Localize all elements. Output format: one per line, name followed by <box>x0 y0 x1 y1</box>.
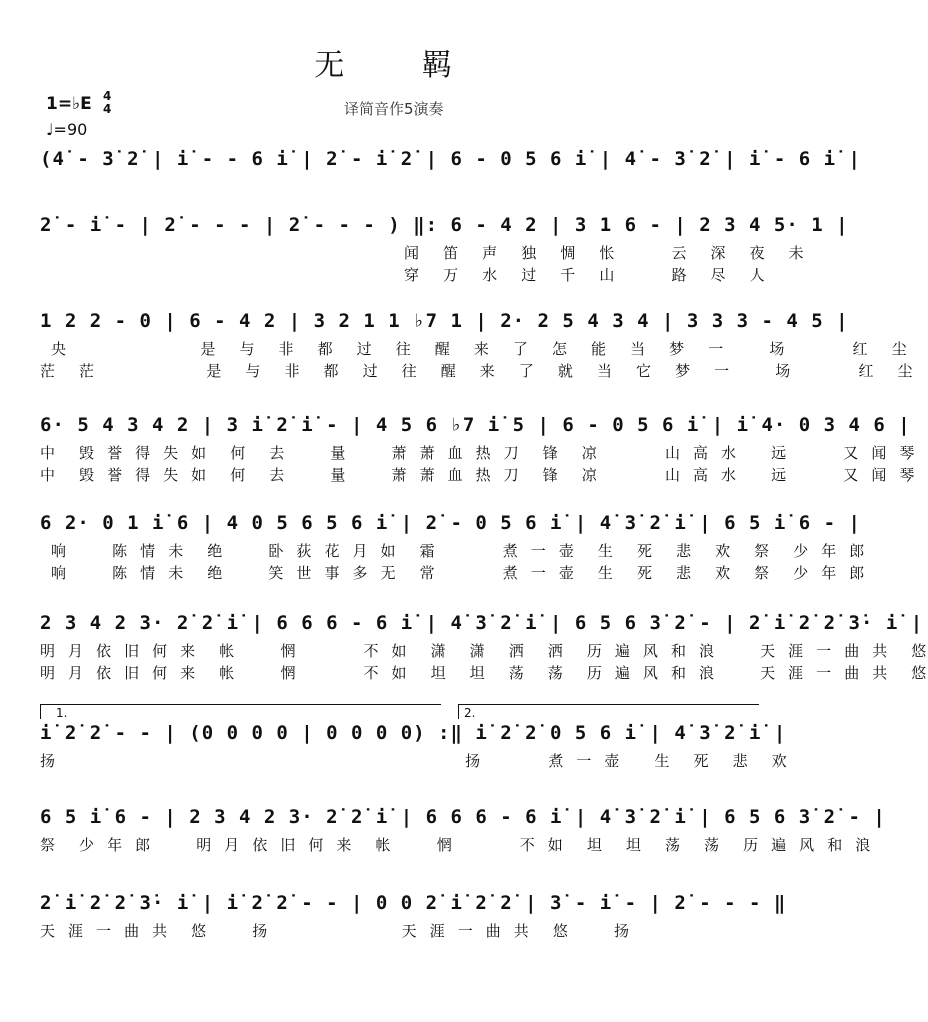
lyric-line-2: 明 月 依 旧 何 来 帐 惘 不 如 坦 坦 荡 荡 历 遍 风 和 浪 天 涯 一 曲 共 悠 <box>40 664 928 682</box>
lyric-line-1: 明 月 依 旧 何 来 帐 惘 不 如 潇 潇 洒 洒 历 遍 风 和 浪 天 涯 一 曲 共 悠 <box>40 642 928 660</box>
notation-line: 6 2· 0 1 i̇ 6 | 4 0 5 6 5 6 i̇ | 2̇ - 0 5 6 i̇ | 4̇ 3̇ 2̇ i̇ | 6 5 i̇ 6 - | <box>40 512 861 534</box>
lyric-line-2: 响 陈 情 未 绝 笑 世 事 多 无 常 煮 一 壶 生 死 悲 欢 祭 少 年 郎 <box>40 564 867 582</box>
score-row-7 <box>40 716 789 772</box>
second-ending-label: 2. <box>464 706 476 720</box>
score-row-2 <box>40 208 849 286</box>
notation-line: 6 5 i̇ 6 - | 2 3 4 2 3· 2̇ 2̇ i̇ | 6 6 6 - 6 i̇ | 4̇ 3̇ 2̇ i̇ | 6 5 6 3̇ 2̇ - | <box>40 806 886 828</box>
score-row-4 <box>40 408 917 486</box>
notation-line: 2̇ i̇ 2̇ 2̇ 3̇· i̇ | i̇ 2̇ 2̇ - - | 0 0 2̇ i̇ 2̇ 2̇ | 3̇ - i̇ - | 2̇ - - - ‖ <box>40 892 787 914</box>
lyric-line-1: 中 毁 誉 得 失 如 何 去 量 萧 萧 血 热 刀 锋 凉 山 高 水 远 又 闻 琴 <box>40 444 917 462</box>
score-row-3 <box>40 304 915 382</box>
song-title: 无 羁 <box>314 48 486 83</box>
lyric-line-1: 响 陈 情 未 绝 卧 荻 花 月 如 霜 煮 一 壶 生 死 悲 欢 祭 少 年 郎 <box>40 542 867 560</box>
lyric-line-2: 穿 万 水 过 千 山 路 尽 人 <box>40 266 767 284</box>
score-row-1 <box>40 142 861 176</box>
score-row-9 <box>40 886 787 942</box>
first-ending-label: 1. <box>56 706 68 720</box>
lyric-line-2: 中 毁 誉 得 失 如 何 去 量 萧 萧 血 热 刀 锋 凉 山 高 水 远 又 闻 琴 <box>40 466 917 484</box>
score-row-5 <box>40 506 867 584</box>
lyric-line-1: 闻 笛 声 独 惆 怅 云 深 夜 未 <box>40 244 806 262</box>
score-row-8 <box>40 800 886 856</box>
lyric-line-2: 茫 茫 是 与 非 都 过 往 醒 来 了 就 当 它 梦 一 场 红 尘 <box>40 362 915 380</box>
time-signature-top: 4 <box>103 89 112 103</box>
lyric-line-1: 天 涯 一 曲 共 悠 扬 天 涯 一 曲 共 悠 扬 <box>40 922 631 940</box>
notation-line: (4̇ - 3̇ 2̇ | i̇ - - 6 i̇ | 2̇ - i̇ 2̇ | 6 - 0 5 6 i̇ | 4̇ - 3̇ 2̇ | i̇ - 6 i̇ | <box>40 148 861 170</box>
notation-line: 1 2 2 - 0 | 6 - 4 2 | 3 2 1 1 ♭7 1 | 2· 2 5 4 3 4 | 3 3 3 - 4 5 | <box>40 310 849 332</box>
time-signature <box>103 90 111 116</box>
time-signature-bottom: 4 <box>103 102 112 116</box>
notation-line: 2̇ - i̇ - | 2̇ - - - | 2̇ - - - ) ‖: 6 - 4 2 | 3 1 6 - | 2 3 4 5· 1 | <box>40 214 849 236</box>
tempo-marking: ♩=90 <box>46 120 88 139</box>
notation-line: 6· 5 4 3 4 2 | 3 i̇ 2̇ i̇ - | 4 5 6 ♭7 i̇ 5 | 6 - 0 5 6 i̇ | i̇ 4· 0 3 4 6 | <box>40 414 911 436</box>
notation-line: i̇ 2̇ 2̇ - - | (0 0 0 0 | 0 0 0 0) :‖ i̇ 2̇ 2̇ 0 5 6 i̇ | 4̇ 3̇ 2̇ i̇ | <box>40 722 787 744</box>
score-row-6 <box>40 606 928 684</box>
arranger-credit: 译简音作5演奏 <box>344 100 444 118</box>
notation-line: 2 3 4 2 3· 2̇ 2̇ i̇ | 6 6 6 - 6 i̇ | 4̇ 3̇ 2̇ i̇ | 6 5 6 3̇ 2̇ - | 2̇ i̇ 2̇ 2̇ 3̇· i̇ | <box>40 612 924 634</box>
lyric-line-1: 祭 少 年 郎 明 月 依 旧 何 来 帐 惘 不 如 坦 坦 荡 荡 历 遍 风 和 浪 <box>40 836 873 854</box>
lyric-line-1: 央 是 与 非 都 过 往 醒 来 了 怎 能 当 梦 一 场 红 尘 <box>40 340 909 358</box>
key-signature: 1=♭E <box>46 94 92 114</box>
lyric-line-1: 扬 扬 煮 一 壶 生 死 悲 欢 <box>40 752 789 770</box>
